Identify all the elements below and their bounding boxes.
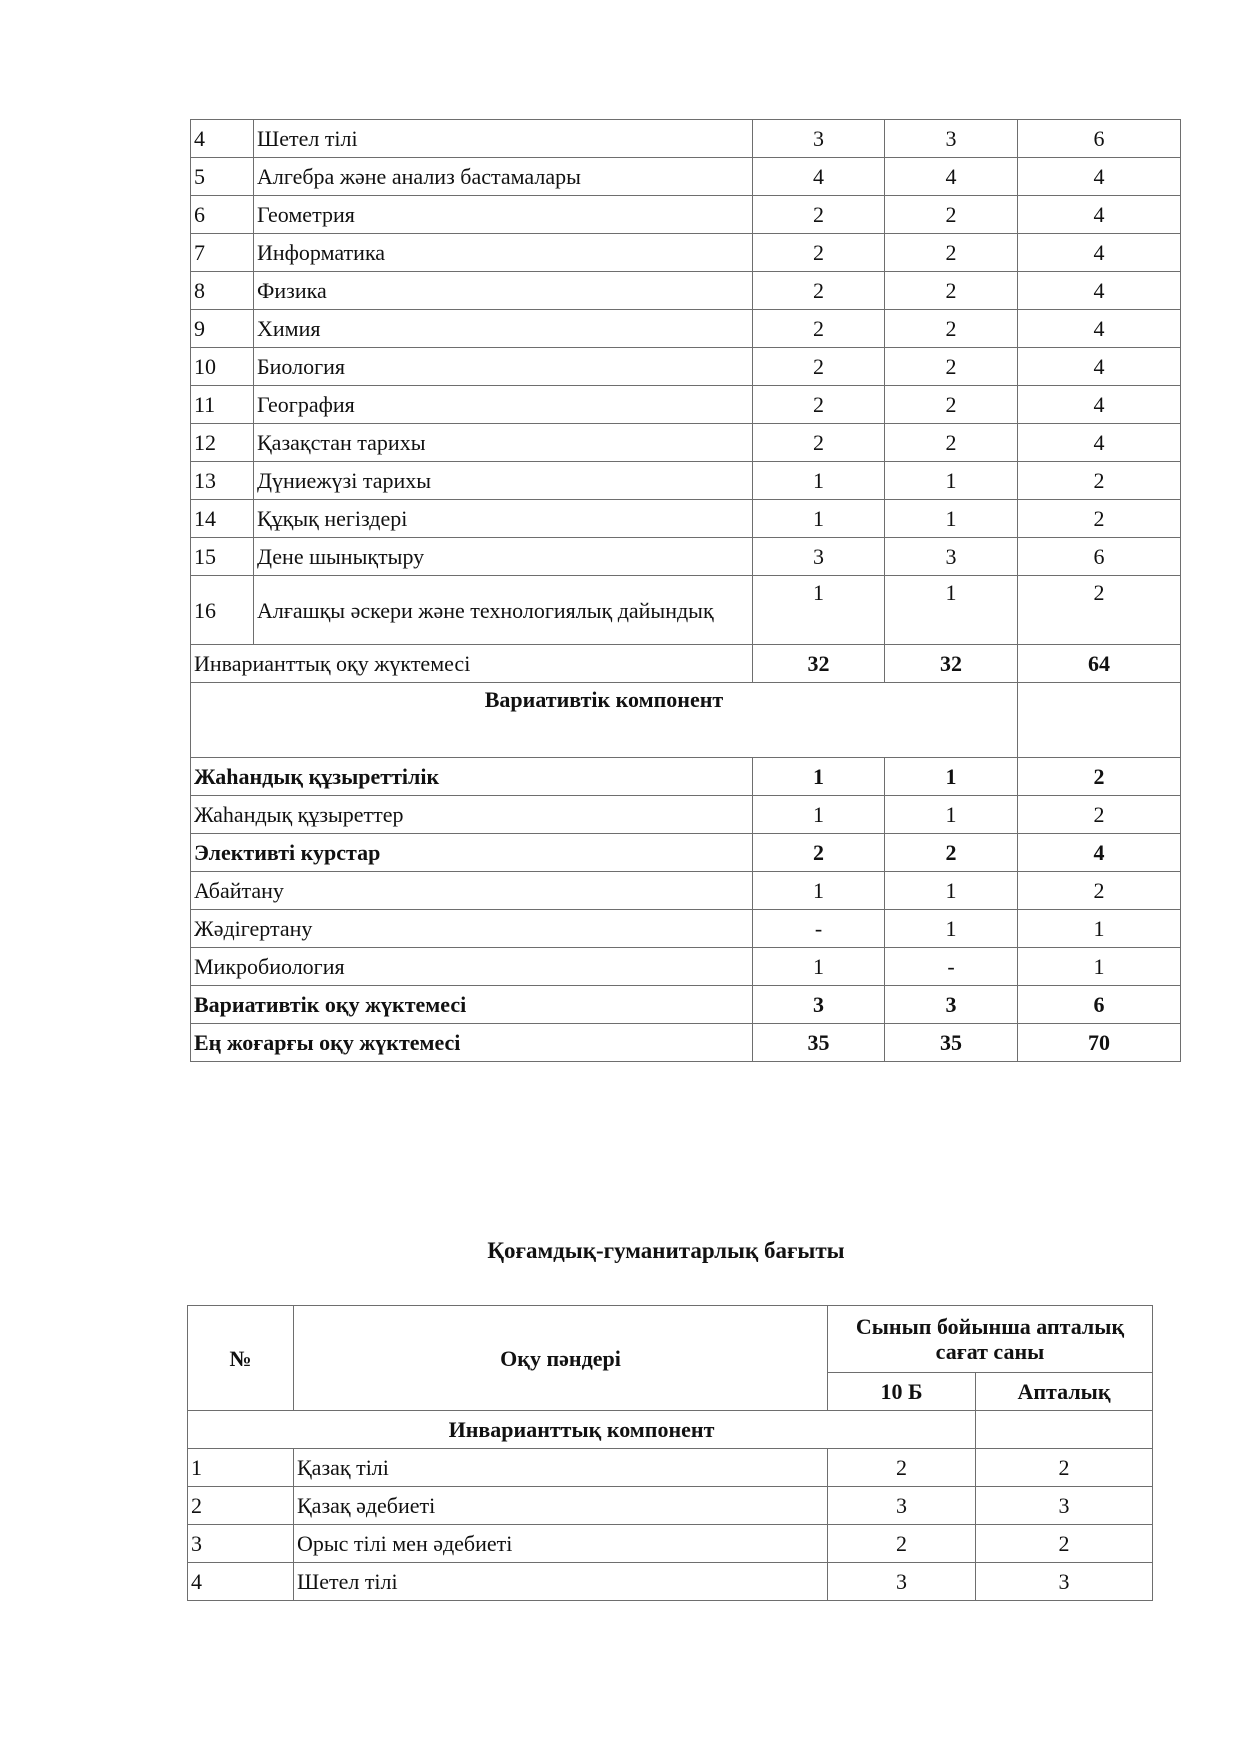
hours-weekly: 3 (976, 1563, 1153, 1601)
table-row (188, 1449, 1153, 1487)
hours-class-a: 1 (753, 576, 885, 645)
hours-class-a: 2 (753, 386, 885, 424)
curriculum-table-continued (190, 119, 1181, 1062)
row-label: Инварианттық оқу жүктемесі (191, 645, 753, 683)
hours-class-b: 35 (885, 1024, 1018, 1062)
header-number: № (188, 1306, 294, 1411)
table-row (191, 196, 1181, 234)
table-row (191, 310, 1181, 348)
hours-class-a: 2 (753, 310, 885, 348)
max-load-row (191, 1024, 1181, 1062)
header-class-10b: 10 Б (828, 1373, 976, 1411)
hours-class-a: 1 (753, 500, 885, 538)
variative-component-label: Вариативтік компонент (191, 683, 1018, 758)
variative-load-row (191, 986, 1181, 1024)
row-label: Элективті курстар (191, 834, 753, 872)
subject-name: Геометрия (254, 196, 753, 234)
hours-class-b: 1 (885, 872, 1018, 910)
row-number: 4 (191, 120, 254, 158)
hours-class-a: 3 (753, 538, 885, 576)
hours-class-a: 2 (753, 348, 885, 386)
table-row (191, 386, 1181, 424)
table-row (191, 158, 1181, 196)
hours-weekly: 3 (976, 1487, 1153, 1525)
row-number: 4 (188, 1563, 294, 1601)
row-number: 6 (191, 196, 254, 234)
hours-class-b: 3 (885, 120, 1018, 158)
table-row (191, 462, 1181, 500)
subject-name: Құқық негіздері (254, 500, 753, 538)
hours-class-a: 2 (753, 234, 885, 272)
hours-class-b: 2 (885, 234, 1018, 272)
table-row (191, 538, 1181, 576)
row-label: Жаһандық құзыреттер (191, 796, 753, 834)
hours-weekly: 1 (1018, 910, 1181, 948)
invariant-load-row (191, 645, 1181, 683)
row-number: 12 (191, 424, 254, 462)
row-number: 13 (191, 462, 254, 500)
subject-name: Шетел тілі (294, 1563, 828, 1601)
header-subjects: Оқу пәндері (294, 1306, 828, 1411)
hours-weekly: 4 (1018, 196, 1181, 234)
hours-weekly: 2 (1018, 576, 1181, 645)
empty-cell (976, 1411, 1153, 1449)
hours-class-b: - (885, 948, 1018, 986)
hours-class-b: 2 (885, 386, 1018, 424)
subject-name: Қазақ әдебиеті (294, 1487, 828, 1525)
hours-class-a: 3 (753, 986, 885, 1024)
hours-weekly: 4 (1018, 272, 1181, 310)
hours-class-b: 2 (885, 272, 1018, 310)
hours-weekly: 2 (976, 1449, 1153, 1487)
hours-weekly: 2 (1018, 758, 1181, 796)
row-number: 9 (191, 310, 254, 348)
hours-class-a: 2 (753, 424, 885, 462)
row-label: Жәдігертану (191, 910, 753, 948)
hours-weekly: 2 (1018, 500, 1181, 538)
row-number: 2 (188, 1487, 294, 1525)
hours-class-10b: 2 (828, 1449, 976, 1487)
humanitarian-curriculum-table (187, 1305, 1153, 1601)
table-header-row (188, 1306, 1153, 1373)
header-weekly: Апталық (976, 1373, 1153, 1411)
hours-class-b: 2 (885, 834, 1018, 872)
subject-name: Алғашқы әскери және технологиялық дайындық (254, 576, 753, 645)
row-number: 10 (191, 348, 254, 386)
subject-name: Орыс тілі мен әдебиеті (294, 1525, 828, 1563)
variative-row (191, 872, 1181, 910)
hours-weekly: 4 (1018, 310, 1181, 348)
hours-weekly: 4 (1018, 424, 1181, 462)
variative-row (191, 948, 1181, 986)
hours-class-a: 1 (753, 758, 885, 796)
row-number: 5 (191, 158, 254, 196)
variative-component-row (191, 683, 1181, 758)
section-title: Қоғамдық-гуманитарлық бағыты (487, 1238, 845, 1263)
table-row (191, 424, 1181, 462)
hours-class-a: 2 (753, 834, 885, 872)
table-row (191, 120, 1181, 158)
row-number: 14 (191, 500, 254, 538)
variative-row (191, 758, 1181, 796)
hours-class-b: 1 (885, 576, 1018, 645)
hours-class-10b: 3 (828, 1487, 976, 1525)
hours-weekly: 6 (1018, 538, 1181, 576)
row-label: Микробиология (191, 948, 753, 986)
hours-class-a: 1 (753, 462, 885, 500)
hours-class-b: 1 (885, 758, 1018, 796)
table-row (191, 272, 1181, 310)
hours-class-b: 32 (885, 645, 1018, 683)
hours-weekly: 64 (1018, 645, 1181, 683)
hours-weekly: 1 (1018, 948, 1181, 986)
row-label: Абайтану (191, 872, 753, 910)
hours-class-a: 2 (753, 272, 885, 310)
hours-weekly: 2 (1018, 872, 1181, 910)
variative-row (191, 834, 1181, 872)
variative-row (191, 796, 1181, 834)
subject-name: Қазақстан тарихы (254, 424, 753, 462)
hours-class-10b: 3 (828, 1563, 976, 1601)
subject-name: Химия (254, 310, 753, 348)
hours-weekly: 4 (1018, 348, 1181, 386)
table-row (191, 234, 1181, 272)
header-weekly-hours: Сынып бойынша апталық сағат саны (828, 1306, 1153, 1373)
hours-class-a: 35 (753, 1024, 885, 1062)
hours-class-b: 4 (885, 158, 1018, 196)
row-number: 3 (188, 1525, 294, 1563)
hours-class-a: 1 (753, 948, 885, 986)
hours-class-b: 3 (885, 986, 1018, 1024)
subject-name: Информатика (254, 234, 753, 272)
row-number: 1 (188, 1449, 294, 1487)
table-row (188, 1563, 1153, 1601)
hours-class-a: 4 (753, 158, 885, 196)
subject-name: Дүниежүзі тарихы (254, 462, 753, 500)
row-number: 11 (191, 386, 254, 424)
hours-class-a: 2 (753, 196, 885, 234)
row-label: Вариативтік оқу жүктемесі (191, 986, 753, 1024)
invariant-component-label: Инварианттық компонент (188, 1411, 976, 1449)
row-number: 8 (191, 272, 254, 310)
hours-weekly: 6 (1018, 120, 1181, 158)
hours-class-b: 3 (885, 538, 1018, 576)
table-row (191, 500, 1181, 538)
hours-class-b: 1 (885, 500, 1018, 538)
hours-weekly: 70 (1018, 1024, 1181, 1062)
table-row (191, 348, 1181, 386)
empty-cell (1018, 683, 1181, 758)
hours-weekly: 2 (1018, 796, 1181, 834)
hours-weekly: 6 (1018, 986, 1181, 1024)
subject-name: Шетел тілі (254, 120, 753, 158)
hours-class-b: 1 (885, 910, 1018, 948)
hours-weekly: 4 (1018, 386, 1181, 424)
row-number: 7 (191, 234, 254, 272)
hours-weekly: 4 (1018, 158, 1181, 196)
subject-name: Қазақ тілі (294, 1449, 828, 1487)
table-row (188, 1487, 1153, 1525)
hours-class-b: 2 (885, 196, 1018, 234)
hours-class-b: 1 (885, 796, 1018, 834)
hours-class-b: 2 (885, 348, 1018, 386)
row-number: 15 (191, 538, 254, 576)
row-label: Жаһандық құзыреттілік (191, 758, 753, 796)
table-row (188, 1525, 1153, 1563)
subject-name: Физика (254, 272, 753, 310)
invariant-component-row (188, 1411, 1153, 1449)
hours-weekly: 4 (1018, 234, 1181, 272)
hours-class-b: 2 (885, 424, 1018, 462)
subject-name: Алгебра және анализ бастамалары (254, 158, 753, 196)
variative-row (191, 910, 1181, 948)
hours-class-b: 1 (885, 462, 1018, 500)
hours-weekly: 4 (1018, 834, 1181, 872)
subject-name: География (254, 386, 753, 424)
hours-class-10b: 2 (828, 1525, 976, 1563)
row-number: 16 (191, 576, 254, 645)
hours-class-a: 1 (753, 872, 885, 910)
hours-class-a: 1 (753, 796, 885, 834)
hours-weekly: 2 (976, 1525, 1153, 1563)
hours-class-a: 3 (753, 120, 885, 158)
subject-name: Биология (254, 348, 753, 386)
table-row (191, 576, 1181, 645)
hours-class-a: 32 (753, 645, 885, 683)
subject-name: Дене шынықтыру (254, 538, 753, 576)
hours-class-a: - (753, 910, 885, 948)
hours-class-b: 2 (885, 310, 1018, 348)
hours-weekly: 2 (1018, 462, 1181, 500)
row-label: Ең жоғарғы оқу жүктемесі (191, 1024, 753, 1062)
